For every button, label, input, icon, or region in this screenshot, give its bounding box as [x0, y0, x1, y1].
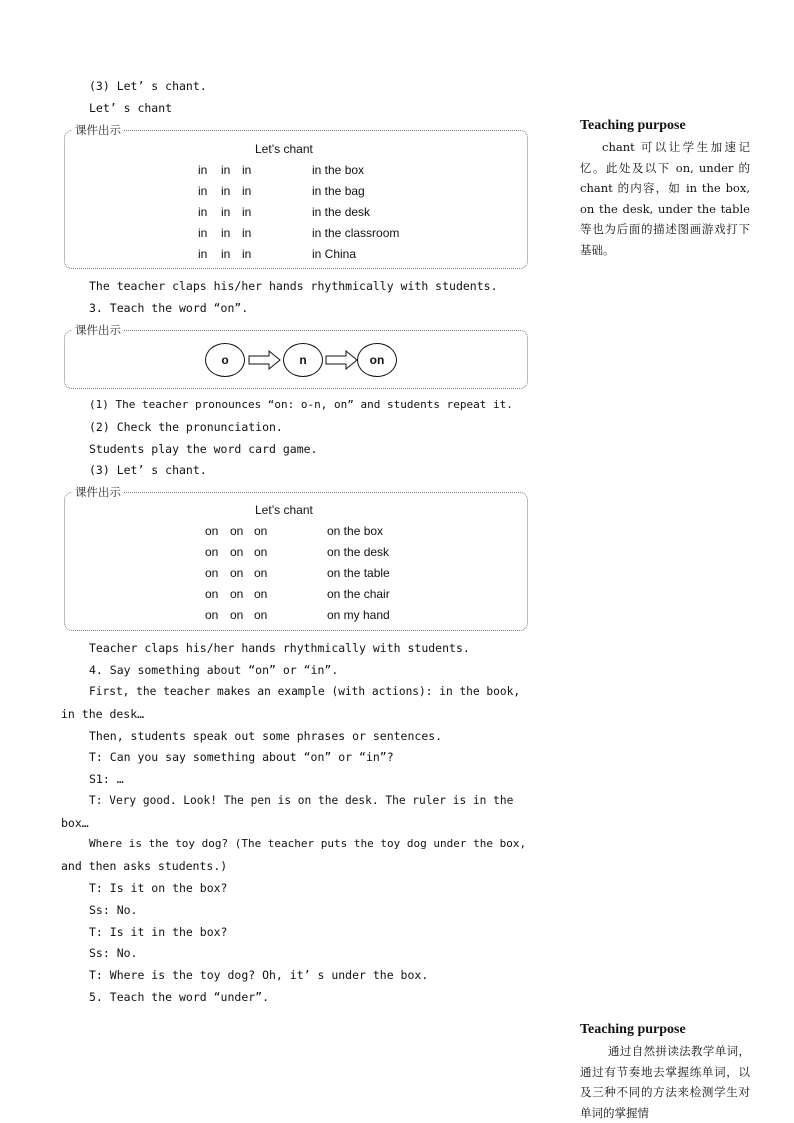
text-dialog-t5: T: Where is the toy dog? Oh, it’ s under the box. — [89, 968, 429, 982]
courseware-label: 课件出示 — [72, 123, 124, 137]
arrow-right-icon — [248, 350, 282, 370]
text-lets-chant-heading: Let’ s chant — [89, 101, 173, 115]
text-dialog-t3: T: Is it on the box? — [89, 881, 228, 895]
text-lets-chant-step: (3) Let’ s chant. — [89, 79, 207, 93]
text-toy-dog-cont: and then asks students.) — [61, 859, 228, 873]
text-teach-word-on: 3. Teach the word “on”. — [89, 301, 249, 315]
text-dialog-t1: T: Can you say something about “on” or “in”? — [89, 750, 394, 764]
courseware-label: 课件出示 — [72, 485, 124, 499]
text-then-students: Then, students speak out some phrases or sentences. — [89, 729, 443, 743]
text-first-example-cont: in the desk… — [61, 707, 145, 721]
teaching-purpose-heading: Teaching purpose — [580, 118, 686, 133]
text-dialog-s1: S1: … — [89, 772, 124, 786]
text-toy-dog: Where is the toy dog? (The teacher puts the toy dog under the box, — [89, 837, 527, 850]
text-dialog-t4: T: Is it in the box? — [89, 925, 228, 939]
teaching-purpose-text: 通过自然拼读法教学单词，通过有节奏地去掌握练单词，以及三种不同的方法来检测学生对单词的掌握情 — [580, 1044, 750, 1120]
text-teacher-claps: The teacher claps his/her hands rhythmically with students. — [89, 279, 498, 293]
letter-circle-o: o — [205, 343, 245, 377]
chant-title: Let’s chant — [255, 142, 313, 156]
text-dialog-ss2: Ss: No. — [89, 946, 138, 960]
text-check-pronunciation: (2) Check the pronunciation. — [89, 420, 283, 434]
text-word-card-game: Students play the word card game. — [89, 442, 318, 456]
text-say-something: 4. Say something about “on” or “in”. — [89, 663, 339, 677]
word-circle-on: on — [357, 343, 397, 377]
text-first-example: First, the teacher makes an example (with actions): in the book, — [89, 685, 521, 698]
text-dialog-t2: T: Very good. Look! The pen is on the desk. The ruler is in the — [89, 794, 514, 807]
arrow-right-icon — [325, 350, 359, 370]
text-teacher-claps: Teacher claps his/her hands rhythmically with students. — [89, 641, 470, 655]
teaching-purpose-heading: Teaching purpose — [580, 1022, 686, 1037]
text-lets-chant-step: (3) Let’ s chant. — [89, 463, 207, 477]
chant-title: Let’s chant — [255, 503, 313, 517]
text-teach-word-under: 5. Teach the word “under”. — [89, 990, 270, 1004]
text-dialog-ss1: Ss: No. — [89, 903, 138, 917]
courseware-label: 课件出示 — [72, 323, 124, 337]
teaching-purpose-text: chant 可以让学生加速记忆。此处及以下 on, under 的 chant 的内容，如 in the box, on the desk, under the table 等也为后面的描述图画游戏打下基础。 — [580, 140, 750, 257]
letter-circle-n: n — [283, 343, 323, 377]
text-pronounces: (1) The teacher pronounces “on: o-n, on” and students repeat it. — [89, 398, 513, 411]
text-dialog-t2-cont: box… — [61, 816, 89, 830]
